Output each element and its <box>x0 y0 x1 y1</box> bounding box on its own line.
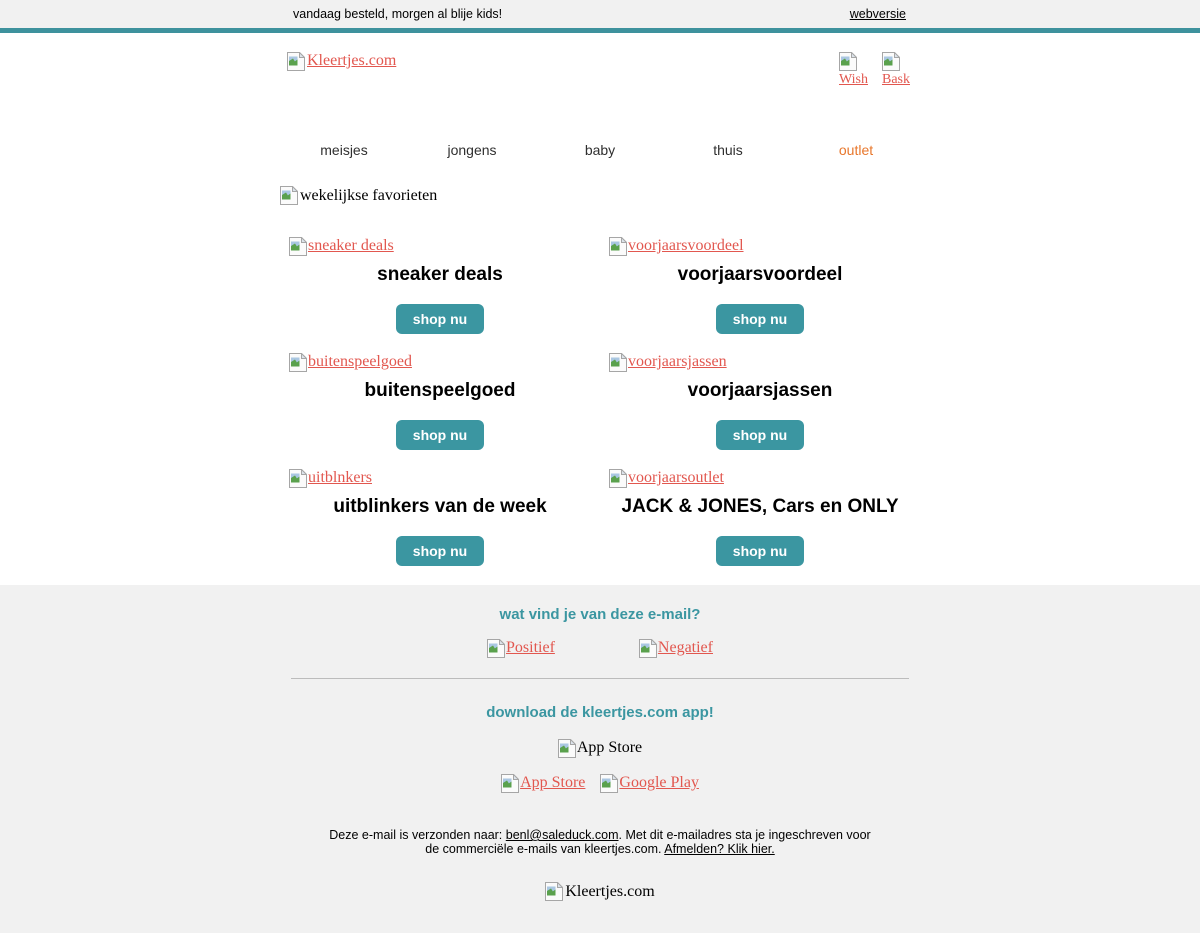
nav-item-jongens[interactable]: jongens <box>447 142 497 158</box>
app-store-links <box>0 774 1200 792</box>
shop-nu-button[interactable]: shop nu <box>716 420 804 450</box>
google-play-alt: Google Play <box>619 774 699 791</box>
basket-icon <box>882 52 900 71</box>
promo-title: uitblinkers van de week <box>333 496 547 517</box>
logo-alt-text: Kleertjes.com <box>307 52 397 69</box>
broken-image-icon <box>487 639 505 658</box>
legal-text <box>324 828 876 856</box>
promo-image-alt: voorjaarsjassen <box>628 353 727 370</box>
promo-image-alt: sneaker deals <box>308 237 394 254</box>
recipient-email-link[interactable]: benl@saleduck.com <box>505 828 619 842</box>
promo-image-link[interactable] <box>289 353 412 372</box>
nav-item-outlet[interactable]: outlet <box>838 142 874 158</box>
shop-nu-button[interactable]: shop nu <box>396 420 484 450</box>
promo-cell-voorjaarsjassen <box>600 353 920 469</box>
nav-item-thuis[interactable]: thuis <box>713 142 743 158</box>
promo-image-alt: buitenspeelgoed <box>308 353 412 370</box>
promo-cell-sneaker-deals <box>280 237 600 353</box>
feedback-negative-link[interactable] <box>639 639 713 657</box>
feedback-links <box>0 639 1200 657</box>
shop-nu-button[interactable]: shop nu <box>396 304 484 334</box>
nav-item-baby[interactable]: baby <box>584 142 616 158</box>
unsubscribe-link[interactable]: Afmelden? Klik hier. <box>664 842 775 856</box>
top-bar <box>0 0 1200 28</box>
feedback-positive-link[interactable] <box>487 639 555 657</box>
broken-image-icon <box>289 237 307 256</box>
logo-link[interactable] <box>287 52 396 109</box>
header-icons <box>839 52 920 109</box>
app-store-alt: App Store <box>520 774 586 791</box>
wishlist-icon <box>839 52 857 71</box>
wishlist-link[interactable] <box>839 52 873 109</box>
main-nav <box>280 141 920 159</box>
broken-image-icon <box>609 469 627 488</box>
promo-title: sneaker deals <box>377 264 503 285</box>
email-body <box>0 33 1200 585</box>
wishlist-alt-text: Wish <box>839 72 868 87</box>
app-store-link[interactable] <box>501 774 585 792</box>
broken-image-icon <box>545 882 563 901</box>
banner-image-placeholder <box>280 186 920 206</box>
promo-title: voorjaarsjassen <box>687 380 833 401</box>
promo-image-link[interactable] <box>609 237 744 256</box>
feedback-heading: wat vind je van deze e-mail? <box>499 606 701 623</box>
app-badge-placeholder <box>0 739 1200 758</box>
legal-part1: Deze e-mail is verzonden naar: <box>329 828 506 842</box>
promo-title: buitenspeelgoed <box>364 380 516 401</box>
shop-nu-button[interactable]: shop nu <box>396 536 484 566</box>
header <box>280 33 920 109</box>
broken-image-icon <box>280 186 298 205</box>
broken-image-icon <box>289 353 307 372</box>
promo-image-link[interactable] <box>609 469 724 488</box>
broken-image-icon <box>609 237 627 256</box>
footer <box>0 585 1200 933</box>
legal-part2: . Met dit e-mailadres sta je ingeschreven voor de commerciële e-mails van kleertjes.com. <box>425 828 871 856</box>
promo-title: voorjaarsvoordeel <box>677 264 843 285</box>
promo-grid <box>280 237 920 585</box>
google-play-icon <box>600 774 618 793</box>
shop-nu-button[interactable]: shop nu <box>716 536 804 566</box>
footer-logo-placeholder <box>0 882 1200 902</box>
app-badge-alt: App Store <box>576 739 643 756</box>
app-heading: download de kleertjes.com app! <box>486 704 714 721</box>
promo-cell-voorjaarsvoordeel <box>600 237 920 353</box>
promo-cell-uitblinkers <box>280 469 600 585</box>
app-store-icon <box>501 774 519 793</box>
promo-image-link[interactable] <box>609 353 727 372</box>
broken-image-icon <box>609 353 627 372</box>
banner-alt-text: wekelijkse favorieten <box>300 187 438 204</box>
broken-image-icon <box>558 739 576 758</box>
footer-logo-alt: Kleertjes.com <box>565 883 655 900</box>
broken-image-icon <box>639 639 657 658</box>
broken-image-icon <box>289 469 307 488</box>
nav-item-meisjes[interactable]: meisjes <box>320 142 368 158</box>
promo-image-alt: voorjaarsoutlet <box>628 469 724 486</box>
promo-image-alt: uitblnkers <box>308 469 372 486</box>
footer-divider <box>291 678 909 679</box>
feedback-positive-alt: Positief <box>506 639 555 656</box>
promo-image-link[interactable] <box>289 469 372 488</box>
promo-image-alt: voorjaarsvoordeel <box>628 237 744 254</box>
promo-text: vandaag besteld, morgen al blije kids! <box>293 7 503 21</box>
basket-alt-text: Bask <box>882 72 910 87</box>
shop-nu-button[interactable]: shop nu <box>716 304 804 334</box>
broken-image-icon <box>287 52 305 71</box>
promo-image-link[interactable] <box>289 237 394 256</box>
basket-link[interactable] <box>882 52 916 109</box>
webversion-link[interactable]: webversie <box>849 7 906 21</box>
google-play-link[interactable] <box>600 774 699 792</box>
feedback-negative-alt: Negatief <box>657 639 713 656</box>
promo-title: JACK & JONES, Cars en ONLY <box>621 496 899 517</box>
promo-cell-voorjaarsoutlet <box>600 469 920 585</box>
promo-cell-buitenspeelgoed <box>280 353 600 469</box>
